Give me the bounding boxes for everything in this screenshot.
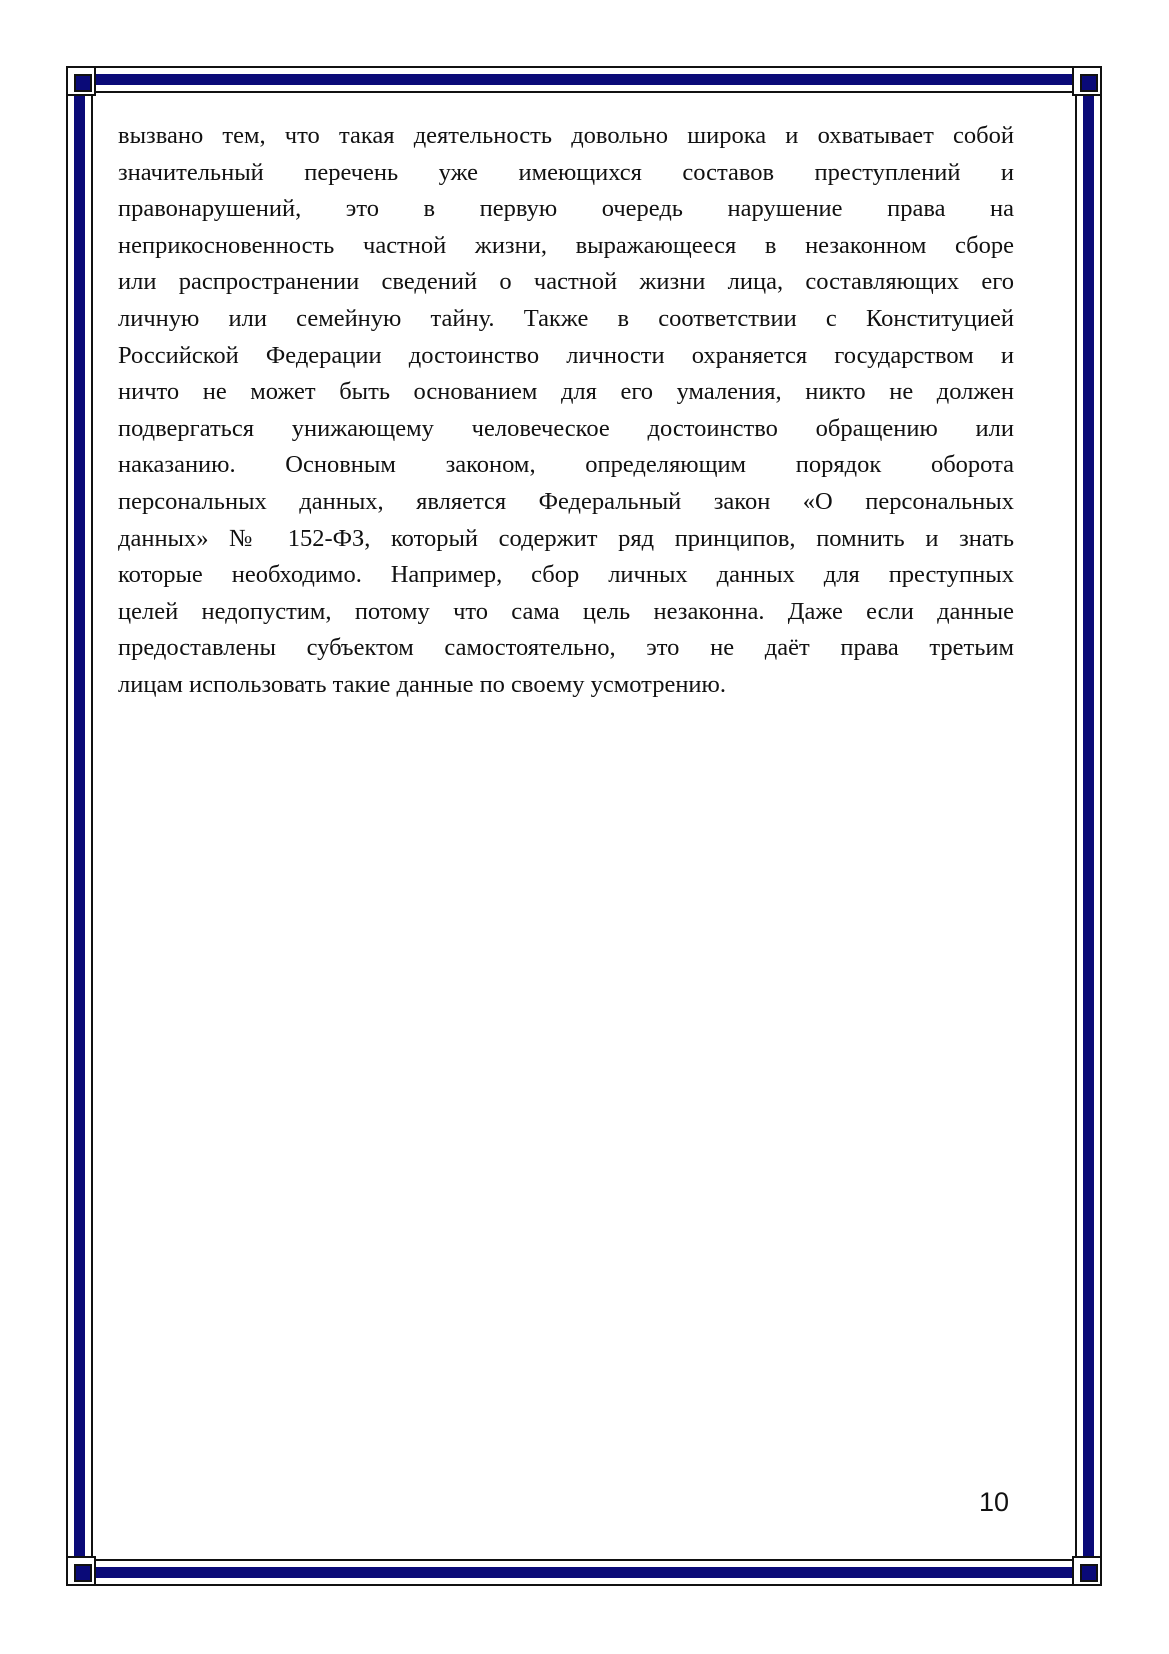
text-line: или распространении сведений о частной жизни лица, составляющих его bbox=[118, 268, 1014, 296]
body-paragraph bbox=[118, 118, 1014, 704]
text-line: персональных данных, является Федеральный закон «О персональных bbox=[118, 487, 1014, 515]
text-line: лицам использовать такие данные по своему усмотрению. bbox=[118, 670, 726, 698]
border-corner-ornament bbox=[1072, 1556, 1102, 1586]
text-line: Российской Федерации достоинство личности охраняется государством и bbox=[118, 341, 1014, 369]
text-line: подвергаться унижающему человеческое достоинство обращению или bbox=[118, 414, 1014, 442]
text-line: значительный перечень уже имеющихся составов преступлений и bbox=[118, 158, 1014, 186]
text-line: данных» № 152-ФЗ, который содержит ряд принципов, помнить и знать bbox=[118, 524, 1014, 552]
text-line: которые необходимо. Например, сбор личных данных для преступных bbox=[118, 561, 1014, 589]
border-corner-ornament bbox=[1072, 66, 1102, 96]
border-corner-ornament bbox=[66, 1556, 96, 1586]
text-line: неприкосновенность частной жизни, выражающееся в незаконном сборе bbox=[118, 231, 1014, 259]
text-line: ничто не может быть основанием для его умаления, никто не должен bbox=[118, 378, 1014, 406]
text-line: правонарушений, это в первую очередь нарушение права на bbox=[118, 195, 1014, 223]
page-number: 10 bbox=[978, 1487, 1009, 1517]
text-line: предоставлены субъектом самостоятельно, это не даёт права третьим bbox=[118, 634, 1014, 662]
border-corner-ornament bbox=[66, 66, 96, 96]
text-line: наказанию. Основным законом, определяющим порядок оборота bbox=[118, 451, 1014, 479]
text-line: целей недопустим, потому что сама цель незаконна. Даже если данные bbox=[118, 597, 1014, 625]
text-line: личную или семейную тайну. Также в соответствии с Конституцией bbox=[118, 304, 1014, 332]
text-line: вызвано тем, что такая деятельность довольно широка и охватывает собой bbox=[118, 122, 1014, 149]
